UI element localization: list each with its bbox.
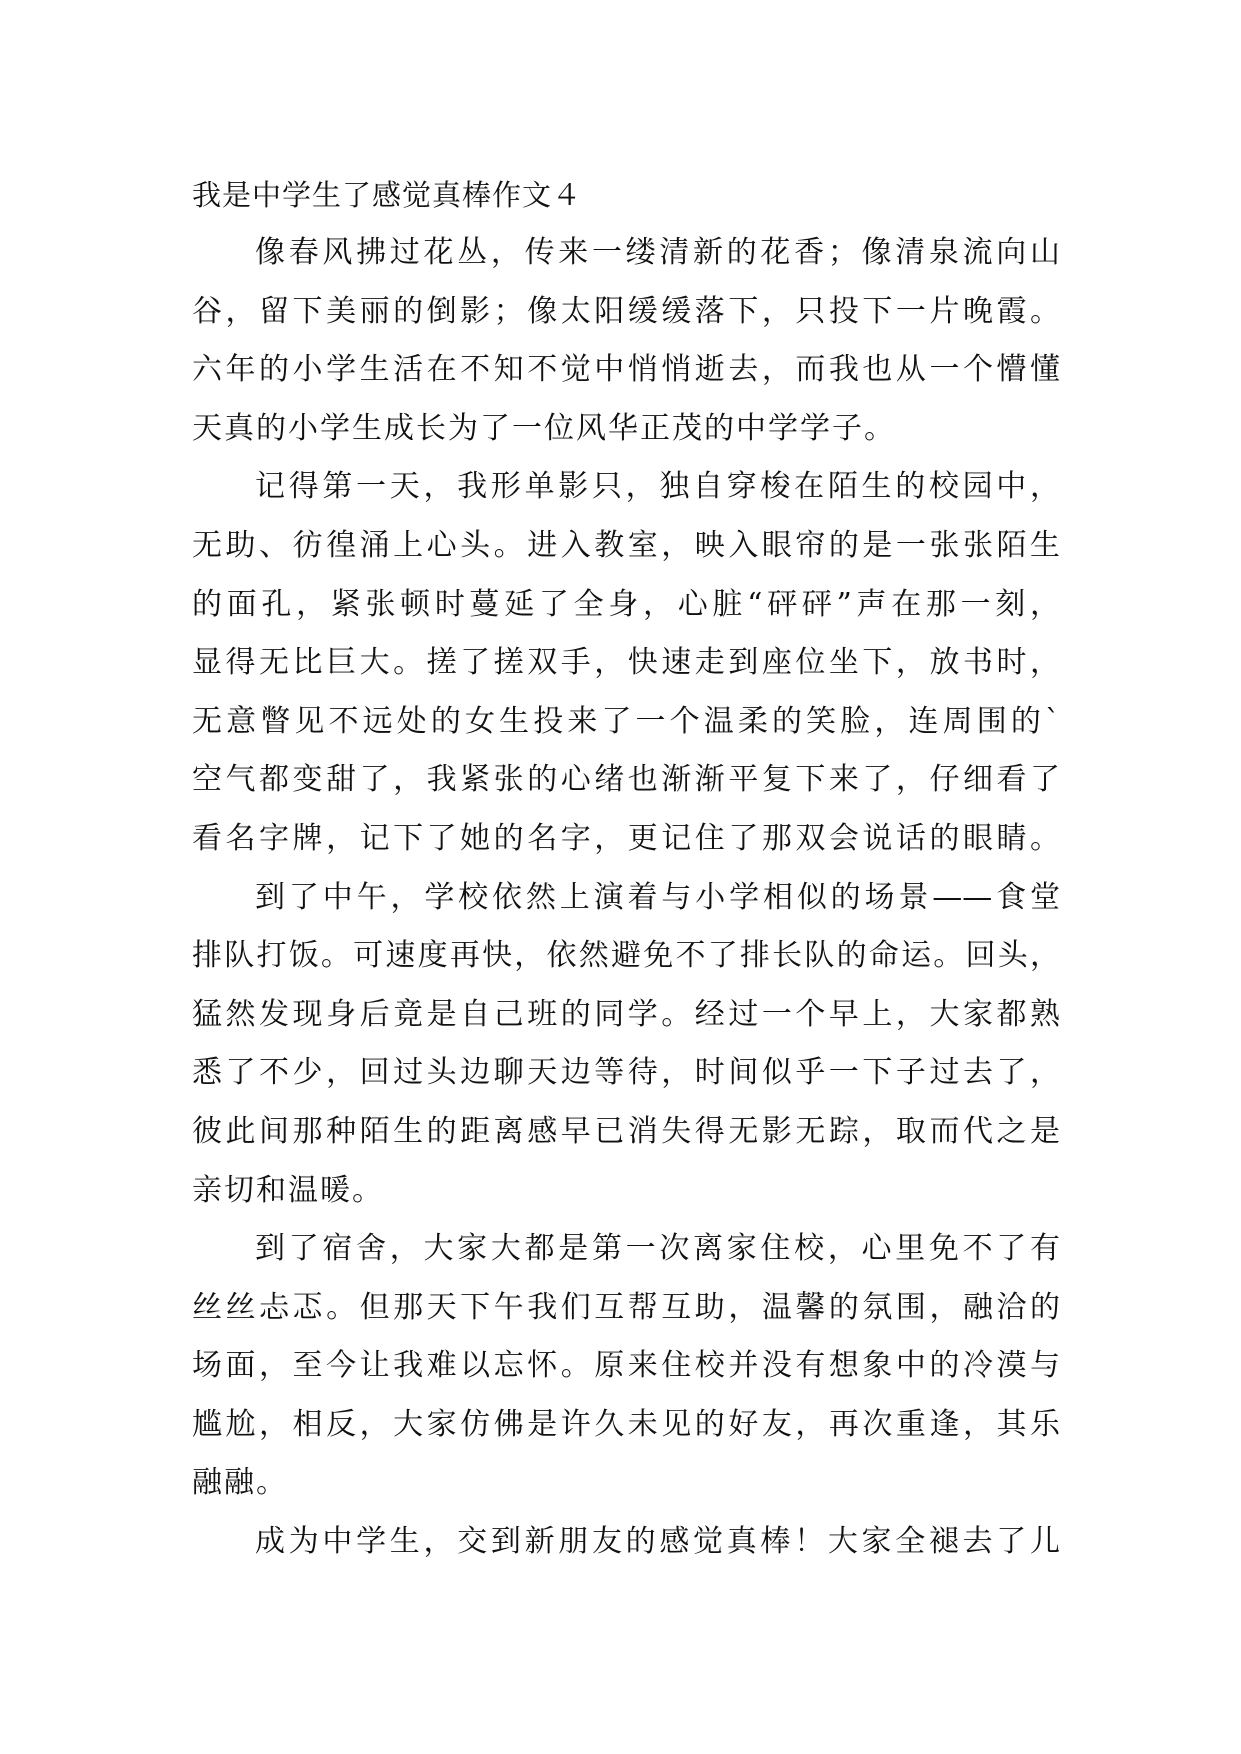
paragraph-line: 尴尬，相反，大家仿佛是许久未见的好友，再次重逢，其乐 [192, 1406, 1060, 1442]
paragraph-line: 融融。 [192, 1465, 288, 1501]
paragraph-line: 场面，至今让我难以忘怀。原来住校并没有想象中的冷漠与 [192, 1348, 1060, 1384]
document-body [192, 166, 1060, 1572]
paragraph-3 [192, 869, 1060, 1221]
paragraph-line: 丝丝忐忑。但那天下午我们互帮互助，温馨的氛围，融洽的 [192, 1289, 1060, 1325]
paragraph-line: 彼此间那种陌生的距离感早已消失得无影无踪，取而代之是 [192, 1113, 1060, 1149]
paragraph-line: 到了中午，学校依然上演着与小学相似的场景——食堂 [255, 879, 1060, 915]
essay-title: 我是中学生了感觉真棒作文４ [192, 178, 583, 212]
paragraph-line: 显得无比巨大。搓了搓双手，快速走到座位坐下，放书时， [192, 645, 1060, 681]
paragraph-line: 亲切和温暖。 [192, 1172, 384, 1208]
paragraph-line: 看名字牌，记下了她的名字，更记住了那双会说话的眼睛。 [192, 820, 1060, 856]
paragraph-line: 排队打饭。可速度再快，依然避免不了排长队的命运。回头， [192, 938, 1060, 974]
paragraph-line: 天真的小学生成长为了一位风华正茂的中学学子。 [192, 410, 896, 446]
paragraph-4 [192, 1220, 1060, 1513]
paragraph-line: 记得第一天，我形单影只，独自穿梭在陌生的校园中， [255, 469, 1060, 505]
paragraph-line: 的面孔，紧张顿时蔓延了全身，心脏“砰砰”声在那一刻， [192, 586, 1060, 622]
paragraph-line: 无意瞥见不远处的女生投来了一个温柔的笑脸，连周围的` [192, 703, 1060, 739]
paragraph-line: 像春风拂过花丛，传来一缕清新的花香；像清泉流向山 [255, 235, 1060, 270]
paragraph-line: 谷，留下美丽的倒影；像太阳缓缓落下，只投下一片晚霞。 [192, 293, 1060, 329]
paragraph-line: 空气都变甜了，我紧张的心绪也渐渐平复下来了，仔细看了 [192, 762, 1060, 798]
paragraph-line: 猛然发现身后竟是自己班的同学。经过一个早上，大家都熟 [192, 996, 1060, 1032]
paragraph-line: 到了宿舍，大家大都是第一次离家住校，心里免不了有 [255, 1231, 1060, 1267]
paragraph-1 [192, 224, 1060, 458]
paragraph-5 [192, 1513, 1060, 1572]
paragraph-line: 成为中学生，交到新朋友的感觉真棒！大家全褪去了儿 [255, 1524, 1060, 1560]
paragraph-line: 悉了不少，回过头边聊天边等待，时间似乎一下子过去了， [192, 1055, 1060, 1091]
paragraph-line: 无助、彷徨涌上心头。进入教室，映入眼帘的是一张张陌生 [192, 527, 1060, 563]
paragraph-line: 六年的小学生活在不知不觉中悄悄逝去，而我也从一个懵懂 [192, 352, 1060, 388]
paragraph-2 [192, 458, 1060, 868]
